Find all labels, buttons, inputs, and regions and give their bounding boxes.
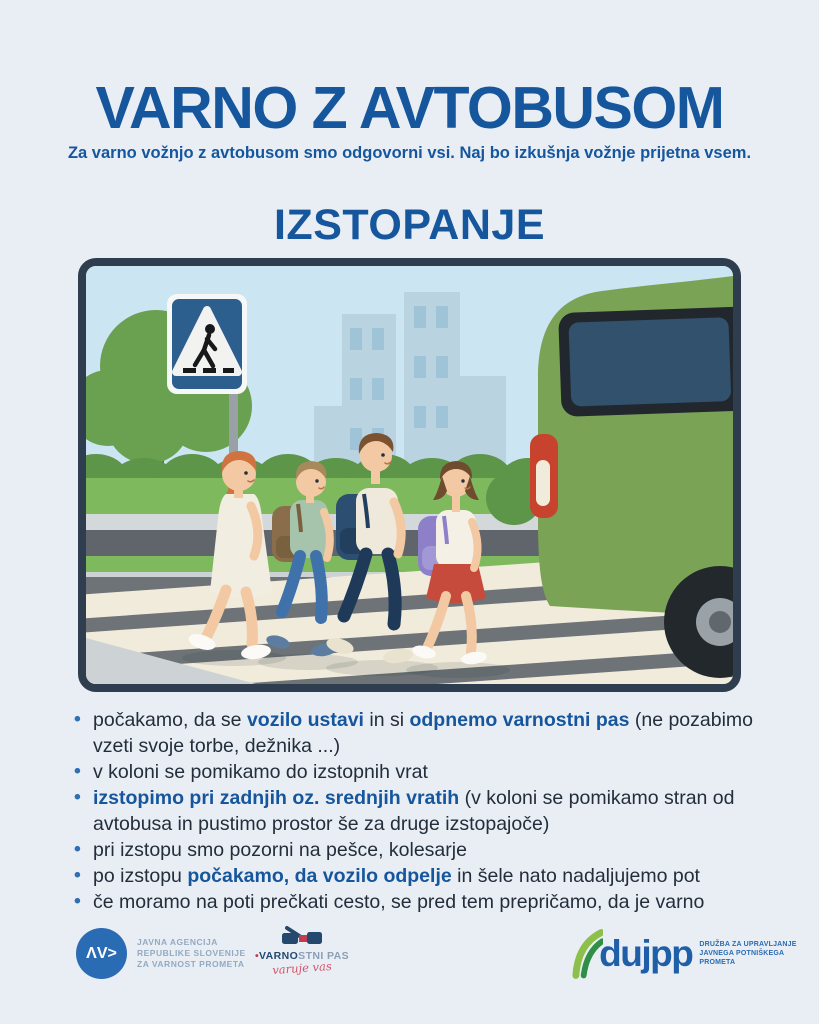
dujpp-logo: [570, 926, 819, 980]
avp-logo-mark: ΛV>: [76, 928, 127, 979]
safety-instruction-item: • izstopimo pri zadnjih oz. srednjih vratih (v koloni se pomikamo stran od avtobusa in pustimo prostor še za druge izstopajoče): [72, 785, 756, 837]
page-title: VARNO Z AVTOBUSOM: [95, 75, 724, 141]
safety-instruction-item: • po izstopu počakamo, da vozilo odpelje in šele nato nadaljujemo pot: [72, 863, 756, 889]
bus-crossing-illustration: [86, 266, 733, 684]
avp-logo: [76, 928, 246, 979]
seatbelt-campaign-logo: [243, 925, 361, 978]
seatbelt-logo-slogan: varuje vas: [271, 958, 333, 978]
safety-instruction-item: • počakamo, da se vozilo ustavi in si odpnemo varnostni pas (ne pozabimo vzeti svoje torbe, dežnika ...): [72, 707, 756, 759]
footer-logos: [0, 920, 819, 1000]
safety-instruction-item: • če moramo na poti prečkati cesto, se pred tem prepričamo, da je varno: [72, 889, 756, 915]
dujpp-logo-text: DRUŽBA ZA UPRAVLJANJE JAVNEGA POTNIŠKEGA PROMETA: [699, 940, 797, 966]
safety-instruction-item: • v koloni se pomikamo do izstopnih vrat: [72, 759, 756, 785]
section-title: IZSTOPANJE: [273, 201, 546, 249]
illustration-frame: [78, 258, 741, 692]
safety-instruction-item: • pri izstopu smo pozorni na pešce, kolesarje: [72, 837, 756, 863]
avp-logo-text: JAVNA AGENCIJA REPUBLIKE SLOVENIJE ZA VARNOST PROMETA: [137, 937, 246, 969]
seatbelt-icon: [279, 925, 325, 949]
safety-instructions-list: [72, 707, 756, 915]
dujpp-logo-mark: dujpp: [599, 932, 693, 974]
page-subtitle: Za varno vožnjo z avtobusom smo odgovorni vsi. Naj bo izkušnja vožnje prijetna vsem.: [67, 144, 752, 162]
seatbelt-logo-label: •VARNOSTNI PAS: [254, 950, 350, 962]
